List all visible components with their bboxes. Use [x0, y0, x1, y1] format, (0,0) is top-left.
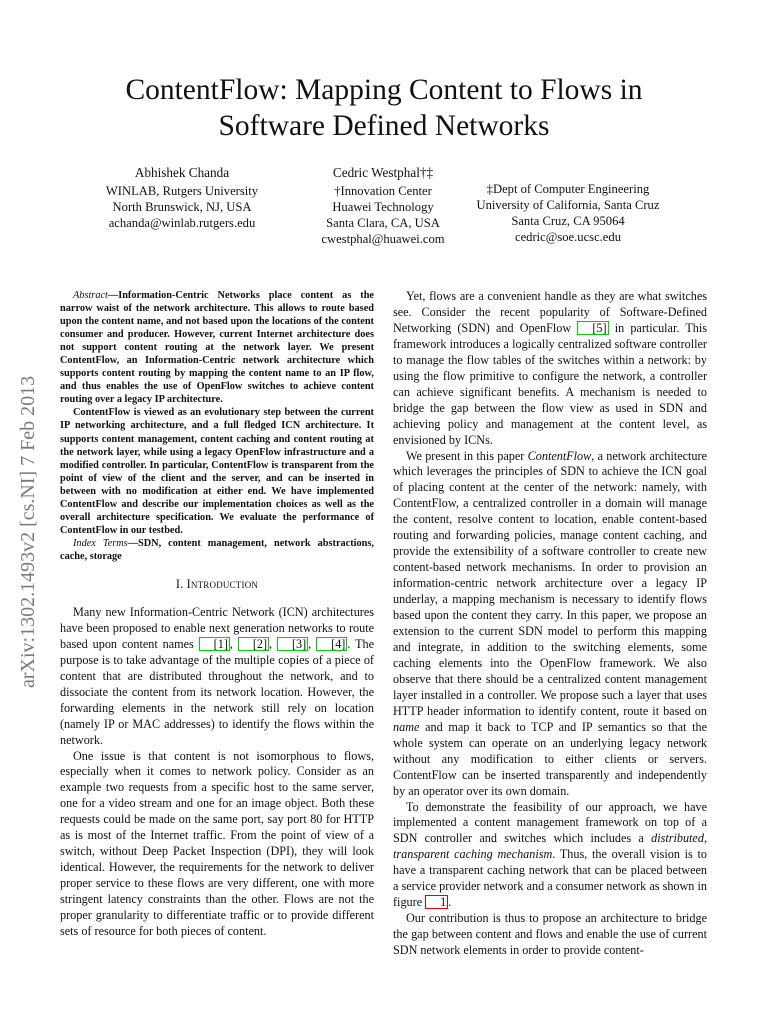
author-affiliation: ‡Dept of Computer Engineering	[486, 182, 650, 196]
index-terms-label: Index Terms	[73, 537, 128, 549]
author-affiliation: Santa Cruz, CA 95064	[511, 214, 625, 228]
title-line-1: ContentFlow: Mapping Content to Flows in	[125, 74, 643, 106]
citation-link[interactable]: [5]	[577, 321, 608, 335]
author-name: Cedric Westphal†‡	[332, 165, 434, 180]
author-affiliation: †Innovation Center	[334, 184, 432, 198]
system-name: ContentFlow	[527, 448, 592, 463]
author-affiliation: WINLAB, Rutgers University	[105, 184, 259, 198]
section-heading	[60, 577, 374, 593]
paper-title	[60, 72, 708, 144]
body-paragraph	[393, 289, 707, 449]
citation-link[interactable]: [4]	[316, 637, 347, 651]
abstract-text: —Information-Centric Networks place content as the narrow waist of the network architecture. This allows to route based upon the content name, and not based upon the locations of the content consumer and producer. However, current Internet architecture does not support content routing at the network layer. We present ContentFlow, an Information-Centric network architecture which supports content routing by mapping the content name to an IP flow, and thus enables the use of OpenFlow switches to achieve content routing over a legacy IP architecture.	[60, 290, 374, 406]
body-text: .	[448, 895, 452, 910]
abstract-paragraph	[60, 289, 374, 406]
figure-link[interactable]: 1	[425, 895, 448, 909]
body-text: and map it back to TCP and IP semantics so that the whole system can operate on an underlying legacy network without any modification to either clients or servers. ContentFlow can be inserted transparently and independently by an operator over its own domain.	[393, 719, 707, 798]
index-terms	[60, 537, 374, 563]
emphasis-text: distributed, transparent caching mechanism	[393, 831, 707, 862]
citation-link[interactable]: [2]	[238, 637, 269, 651]
author-affiliation: University of California, Santa Cruz	[476, 198, 660, 212]
author-affiliation: Huawei Technology	[332, 200, 434, 214]
body-text: . The purpose is to take advantage of the multiple copies of a piece of content that are distributed throughout the network, and to dissociate the content from its network location. However, the forwarding elements in the network still rely on location (namely IP or MAC addresses) to identify the flows within the network.	[60, 636, 375, 747]
body-text: To demonstrate the feasibility of our approach, we have implemented a content management framework on top of a SDN controller and switches which includes a	[393, 799, 707, 846]
title-line-2: Software Defined Networks	[218, 110, 550, 142]
author-block-2	[288, 165, 478, 247]
body-paragraph: Many new Information-Centric Network (ICN) architectures have been proposed to enable next generation networks to route based upon content names [1] , [2] , [3] , [4] . The purpose is to take advantage of the multiple copies of a piece of content that are distributed throughout the network, and to dissociate the content from its network location. However, the forwarding elements in the network still rely on location (namely IP or MAC addresses) to identify the flows within the network.	[60, 604, 375, 747]
body-paragraph: Our contribution is thus to propose an architecture to bridge the gap between content and flows and enable the use of current SDN network elements in order to provide content-	[393, 911, 707, 958]
abstract	[60, 289, 374, 563]
author-email: cwestphal@huawei.com	[321, 232, 445, 246]
index-terms-text: —SDN, content management, network abstractions, cache, storage	[60, 537, 374, 562]
abstract-paragraph: ContentFlow is viewed as an evolutionary step between the current IP networking architecture, and a full fledged ICN architecture. It supports content management, content caching and content routing at the network layer, while using a legacy OpenFlow infrastructure and a modified controller. In particular, ContentFlow is transparent from the point of view of the client and the server, and can be inserted in between with no modification at either end. We have implemented ContentFlow and describe our implementation choices as well as the overall architecture specification. We evaluate the performance of ContentFlow in our testbed.	[60, 407, 374, 536]
arxiv-stamp: arXiv:1302.1493v2 [cs.NI] 7 Feb 2013	[17, 375, 39, 688]
abstract-label: Abstract	[73, 290, 108, 301]
author-block-1	[92, 165, 272, 231]
author-name: Abhishek Chanda	[134, 165, 230, 180]
body-paragraph	[393, 800, 707, 912]
right-column	[393, 289, 707, 959]
math-name: name	[393, 719, 420, 734]
body-text: We present in this paper	[406, 448, 528, 463]
author-email: cedric@soe.ucsc.edu	[514, 230, 621, 244]
author-email: achanda@winlab.rutgers.edu	[108, 216, 256, 230]
body-text: in particular. This framework introduces a logically centralized software controller to manage the flow tables of the switches within a network: by using the flow primitive to configure the network, a controller can achieve significant benefits. A mechanism is needed to bridge the gap between the flow view as used in SDN and achieving policy and management at the content level, as envisioned by ICNs.	[393, 320, 707, 447]
section-number: I.	[175, 576, 184, 591]
author-affiliation: North Brunswick, NJ, USA	[112, 200, 252, 214]
section-title: Introduction	[186, 576, 259, 591]
body-text: Yet, flows are a convenient handle as they are what switches see. Consider the recent popularity of Software-Defined Networking (SDN) and OpenFlow	[393, 289, 707, 335]
citation-link[interactable]: [3]	[277, 637, 308, 651]
body-text: Many new Information-Centric Network (ICN) architectures have been proposed to enable next generation networks to route based upon content names	[60, 604, 374, 651]
author-block-3	[462, 181, 674, 245]
body-text: , a network architecture which leverages the principles of SDN to achieve the ICN goal of placing content at the center of the network: namely, with ContentFlow, a centralized controller in a domain will manage the content, resolve content to location, enable content-based routing and forwarding policies, manage content caching, and provide the extensibility of a software controller to create new content-based network mechanisms. In order to provision an information-centric network architecture over a legacy IP underlay, a mapping mechanism is necessary to identify flows based upon the content they carry. In this paper, we propose an extension to the current SDN model to perform this mapping and integrate, in addition to the switching elements, some caching elements into the OpenFlow framework. We also observe that there should be a centralized content management layer installed in a controller. We propose such a layer that uses HTTP header information to identify content, route it based on	[393, 448, 707, 718]
author-affiliation: Santa Clara, CA, USA	[326, 216, 440, 230]
body-paragraph	[393, 449, 707, 800]
left-column	[60, 289, 374, 940]
citation-link[interactable]: [1]	[199, 637, 230, 651]
body-text: . Thus, the overall vision is to have a transparent caching network that can be placed between a service provider network and a consumer network as shown in figure	[393, 847, 707, 910]
body-paragraph: One issue is that content is not isomorphous to flows, especially when it comes to network policy. Consider as an example two requests from a specific host to the same server, one for a video stream and one for an image object. Both these requests could be made on the same port, say port 80 for HTTP as is most of the Internet traffic. From the point of view of a switch, without Deep Packet Inspection (DPI), they will look identical. However, the requirements for the network to deliver proper service to these flows are very different, one with more stringent latency constraints than the other. Flows are not the proper granularity to differentiate traffic or to provide different sets of resource for both pieces of content.	[60, 748, 374, 938]
